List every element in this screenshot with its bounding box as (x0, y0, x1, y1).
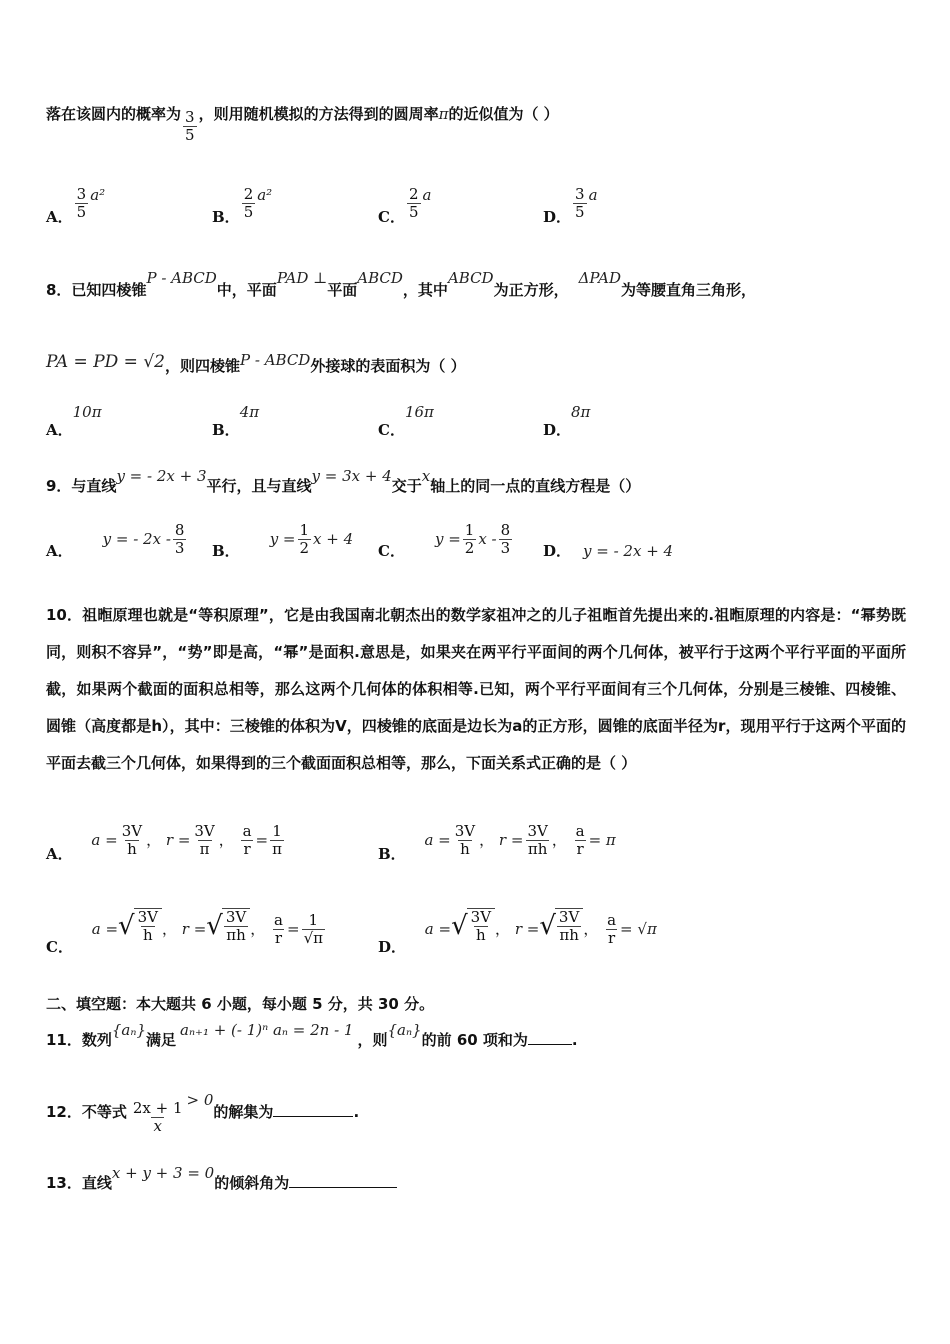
q8-option-c[interactable]: C．16π (378, 403, 434, 439)
q9-option-b[interactable]: B．y = $\frac{1}{2}$ x + 4 (212, 521, 354, 560)
q8-option-d[interactable]: D．8π (543, 403, 591, 439)
q10-option-c[interactable]: C． a = √ $\frac{3V}{h}$ ， r = √ $\frac{3V}{\pi h}$ ， $\frac{a}{r}$ = $\frac{1}{√\pi}$ (46, 908, 323, 956)
q10-option-d[interactable]: D． a = √ $\frac{3V}{h}$ ， r = √ $\frac{3V}{\pi h}$ ， $\frac{a}{r}$ = √π (378, 908, 657, 956)
q7-text2: ，则用随机模拟的方法得到的圆周率 (198, 105, 439, 123)
q12-fraction: $\frac{2x + 1}{x}$ (132, 1099, 183, 1135)
q7-line (46, 104, 559, 144)
q13-line: 13．直线x + y + 3 = 0的倾斜角为 (46, 1173, 397, 1193)
q7-option-b[interactable]: B． $\frac{2}{5}$ a² (212, 185, 273, 226)
q11-line: 11．数列{aₙ}满足aₙ₊₁ + (- 1)ⁿ aₙ = 2n - 1，则{aₙ}的前 60 项和为 . (46, 1021, 578, 1049)
q7-text: 落在该圆内的概率为 (46, 105, 182, 123)
q10-option-b[interactable]: B． a = $\frac{3V}{h}$ ， r = $\frac{3V}{\pi h}$ ， $\frac{a}{r}$ = π (378, 822, 616, 863)
q12-line: 12．不等式 $\frac{2x + 1}{x}$ > 0的解集为 . (46, 1091, 360, 1135)
pi-symbol: π (438, 105, 449, 123)
q7-option-c[interactable]: C． $\frac{2}{5}$ a (378, 185, 432, 226)
q8-line1: 8．已知四棱锥P - ABCD中，平面PAD ⊥平面ABCD，其中ABCD为正方形，ΔPAD为等腰直角三角形， (46, 269, 757, 299)
answer-blank[interactable] (528, 1030, 572, 1045)
q8-line2: PA = PD = √2，则四棱锥P - ABCD外接球的表面积为（ ） (46, 351, 466, 375)
section-heading: 二、填空题：本大题共 6 小题，每小题 5 分，共 30 分。 (46, 995, 435, 1013)
q8-math: P - ABCD (146, 269, 217, 287)
q9-option-a[interactable]: A．y = - 2x - $\frac{8}{3}$ (46, 521, 185, 560)
q8-number: 8．已知四棱锥 (46, 281, 147, 299)
q7-option-a[interactable]: A． $\frac{3}{5}$ a² (46, 185, 106, 226)
q8-option-a[interactable]: A．10π (46, 403, 102, 439)
q10-paragraph: 10．祖暅原理也就是“等积原理”，它是由我国南北朝杰出的数学家祖冲之的儿子祖暅首先提出来的.祖暅原理的内容是：“幂势既同，则积不容异”，“势”即是高，“幂”是面积.意思是，如果夹在两平行平面间的两个几何体，被平行于这两个平行平面的平面所截，如果两个截面的面积总相等，那么这两个几何体的体积相等.已知，两个平行平面间有三个几何体，分别是三棱锥、四棱锥、圆锥（高度都是h），其中：三棱锥的体积为V，四棱锥的底面是边长为a的正方形，圆锥的底面半径为r，现用平行于这两个平面的平面去截三个几何体，如果得到的三个截面面积总相等，那么，下面关系式正确的是（ ） (46, 606, 906, 772)
answer-blank[interactable] (289, 1173, 397, 1188)
q8-option-b[interactable]: B．4π (212, 403, 260, 439)
q9-line: 9．与直线y = - 2x + 3平行，且与直线y = 3x + 4交于x轴上的同一点的直线方程是（） (46, 467, 641, 495)
q9-option-d[interactable]: D． y = - 2x + 4 (543, 542, 674, 560)
q7-fraction: $\frac{3}{5}$ (185, 108, 195, 144)
q10-option-a[interactable]: A． a = $\frac{3V}{h}$ ， r = $\frac{3V}{\pi}$ ， $\frac{a}{r}$ = $\frac{1}{\pi}$ (46, 822, 282, 863)
q7-option-d[interactable]: D． $\frac{3}{5}$ a (543, 185, 598, 226)
answer-blank[interactable] (273, 1102, 353, 1117)
q7-text3: 的近似值为（ ） (448, 105, 559, 123)
q9-option-c[interactable]: C．y = $\frac{1}{2}$ x - $\frac{8}{3}$ (378, 521, 511, 560)
